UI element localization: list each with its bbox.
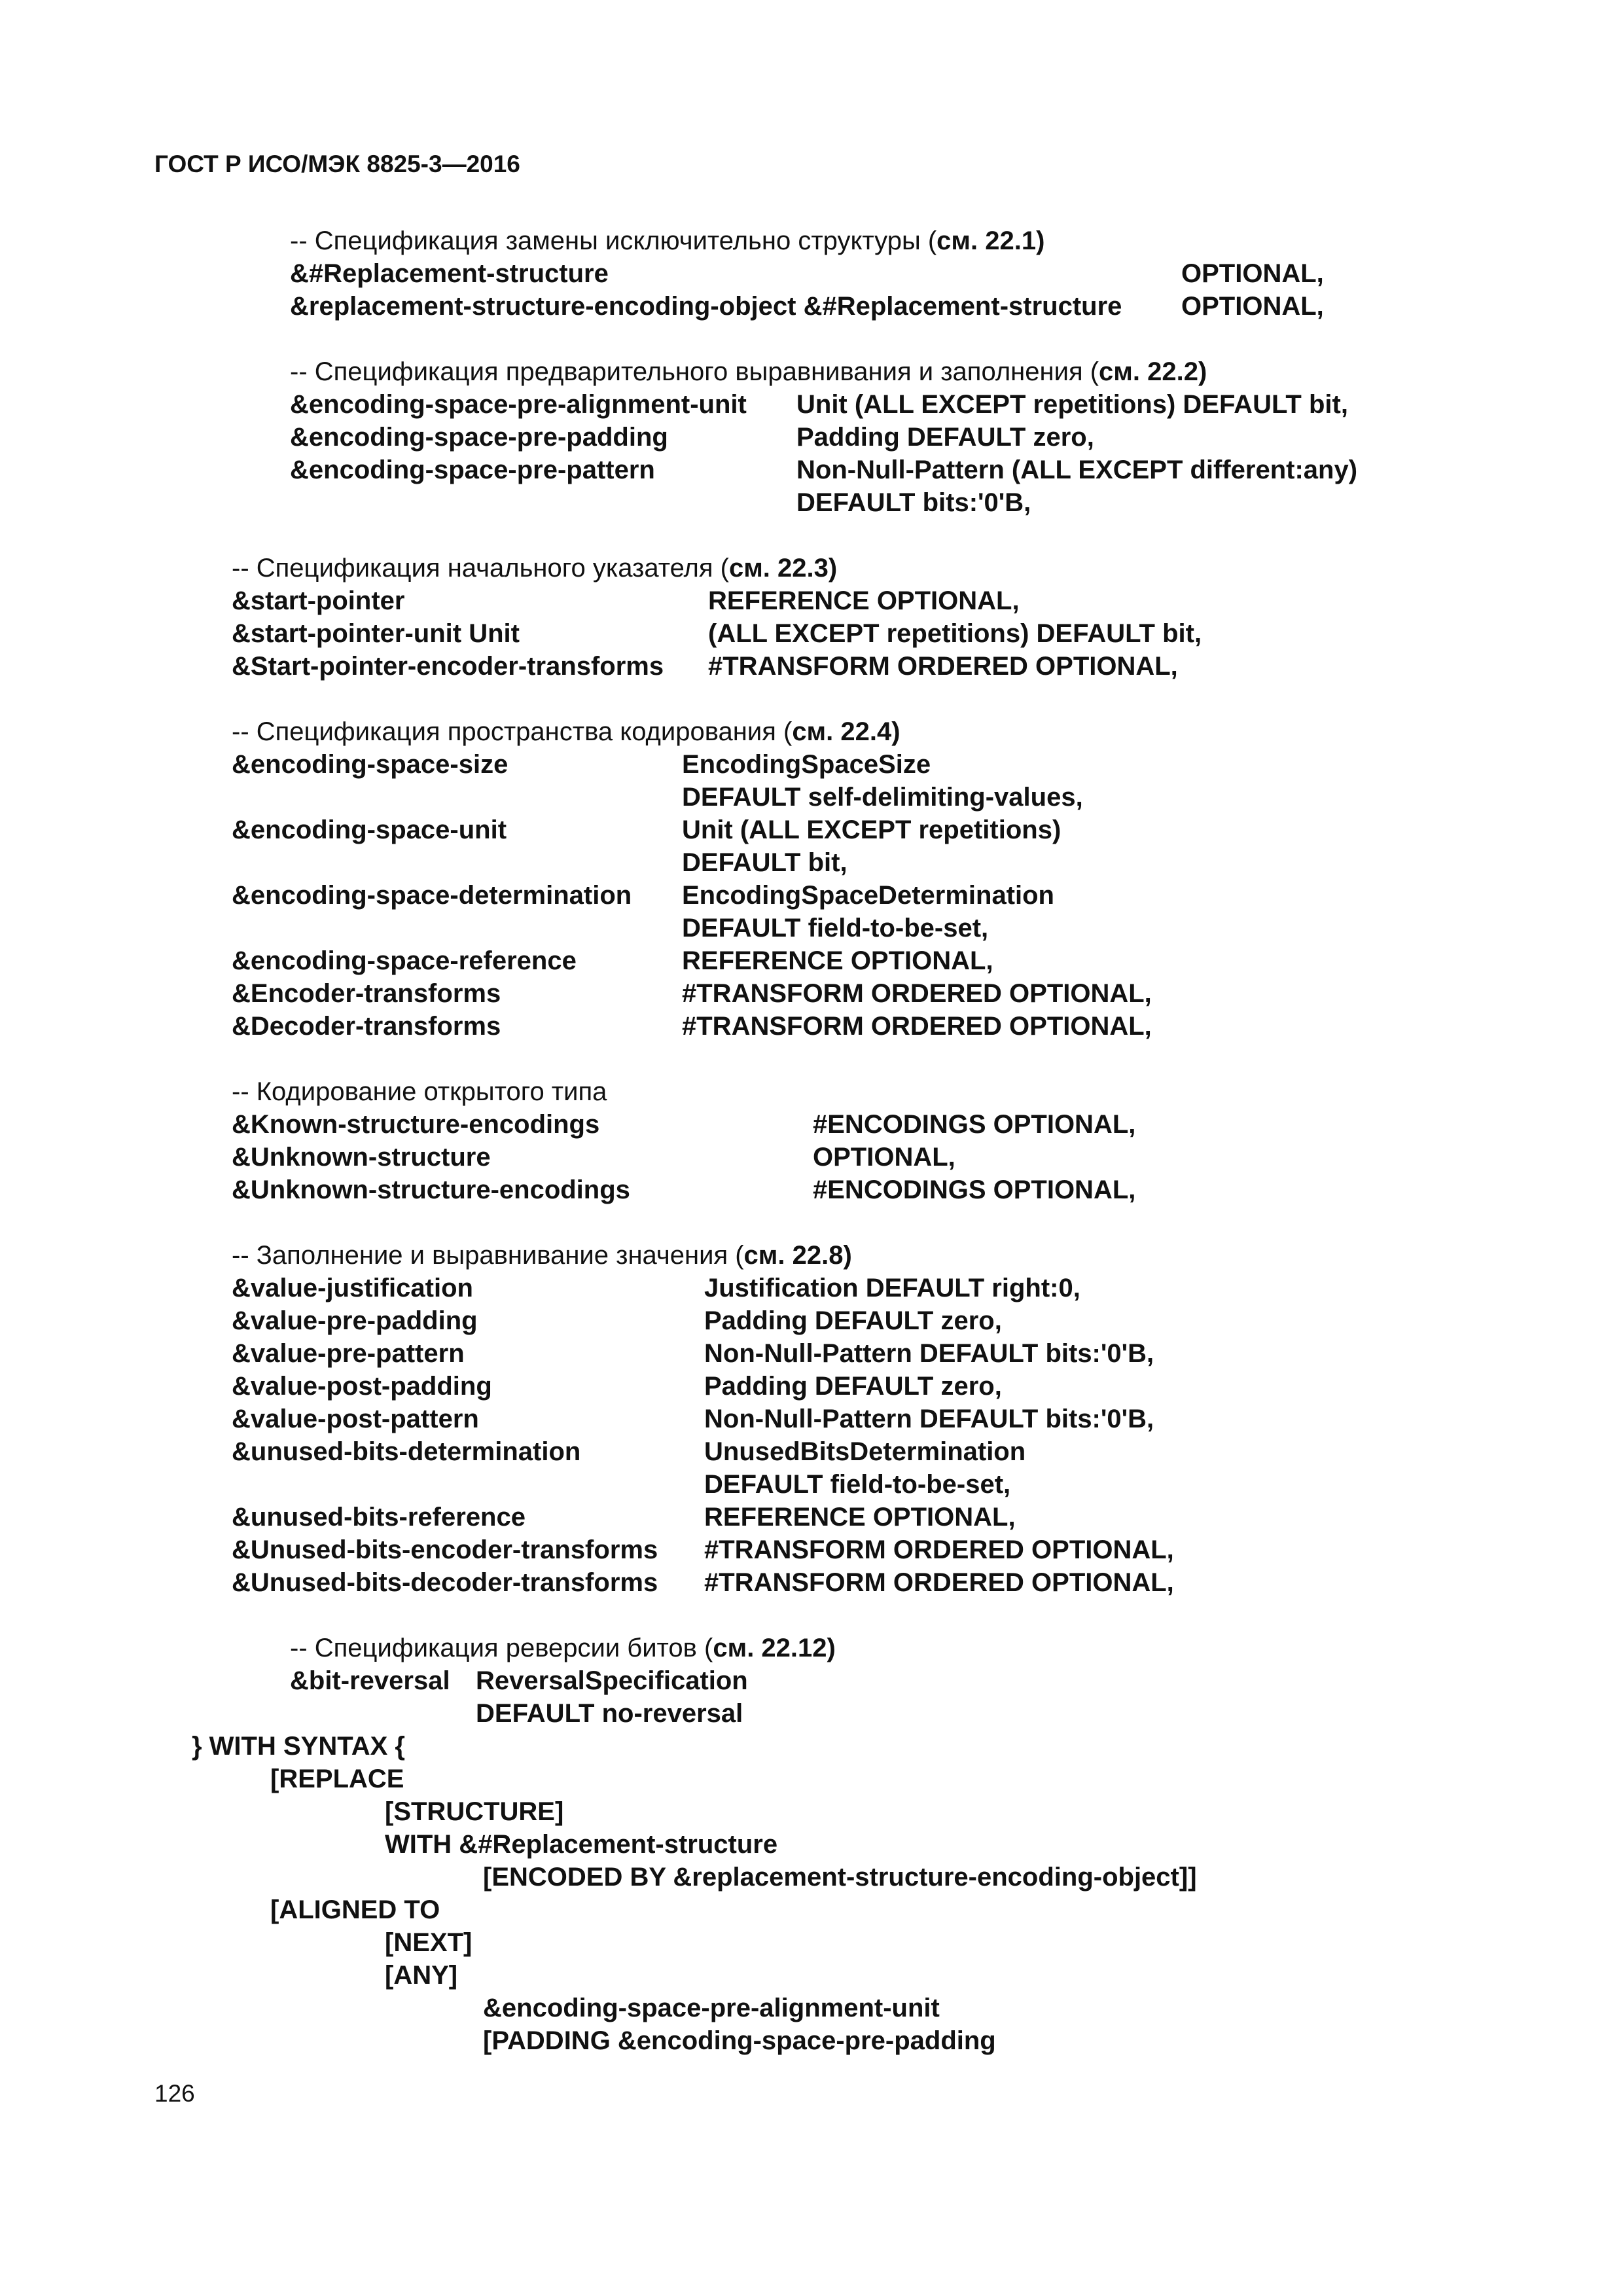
field-value: #TRANSFORM ORDERED OPTIONAL, xyxy=(682,979,1152,1008)
field-line xyxy=(232,1272,1410,1304)
syntax-line: [ALIGNED TO xyxy=(270,1895,440,1924)
field-name: &value-pre-padding xyxy=(232,1306,478,1335)
field-value: (ALL EXCEPT repetitions) DEFAULT bit, xyxy=(708,619,1202,648)
field-value: Unit (ALL EXCEPT repetitions) xyxy=(682,816,1061,844)
field-value: Non-Null-Pattern (ALL EXCEPT different:any) xyxy=(796,456,1358,484)
field-line xyxy=(290,1664,1402,1697)
field-line xyxy=(232,1174,1410,1206)
field-line xyxy=(290,1697,1402,1730)
field-name: &Start-pointer-encoder-transforms xyxy=(232,652,664,681)
field-name: &value-post-padding xyxy=(232,1372,492,1401)
field-line xyxy=(232,1010,1410,1043)
field-value: ReversalSpecification xyxy=(476,1666,748,1695)
field-name: &encoding-space-pre-alignment-unit xyxy=(290,390,747,419)
field-value: EncodingSpaceDetermination xyxy=(682,881,1054,910)
field-name: &value-pre-pattern xyxy=(232,1339,465,1368)
field-value: #TRANSFORM ORDERED OPTIONAL, xyxy=(682,1012,1152,1041)
field-line xyxy=(232,781,1410,814)
syntax-line: &encoding-space-pre-alignment-unit xyxy=(483,1994,940,2022)
field-value: Padding DEFAULT zero, xyxy=(796,423,1094,452)
page-number: 126 xyxy=(154,2080,195,2107)
comment-line xyxy=(232,1239,852,1272)
field-name: &#Replacement-structure xyxy=(290,259,609,288)
field-value: DEFAULT field-to-be-set, xyxy=(704,1470,1011,1499)
field-name: &encoding-space-unit xyxy=(232,816,507,844)
field-line xyxy=(232,584,1410,617)
field-name: &encoding-space-pre-padding xyxy=(290,423,668,452)
field-value: #ENCODINGS OPTIONAL, xyxy=(813,1175,1136,1204)
field-value: #TRANSFORM ORDERED OPTIONAL, xyxy=(708,652,1178,681)
field-name: &start-pointer xyxy=(232,586,405,615)
field-line xyxy=(232,1468,1410,1501)
field-line xyxy=(232,1501,1410,1534)
comment-line xyxy=(290,224,1044,257)
page-header: ГОСТ Р ИСО/МЭК 8825-3—2016 xyxy=(154,151,520,177)
syntax-line: [ENCODED BY &replacement-structure-encoding-object]] xyxy=(483,1863,1197,1892)
syntax-line: [PADDING &encoding-space-pre-padding xyxy=(483,2026,996,2055)
field-line xyxy=(232,617,1410,650)
section-ref: см. 22.12) xyxy=(713,1634,836,1662)
syntax-line: } WITH SYNTAX { xyxy=(192,1732,405,1761)
section-ref: см. 22.1) xyxy=(936,226,1045,255)
field-line xyxy=(290,257,1402,290)
field-line xyxy=(232,846,1410,879)
field-line xyxy=(290,388,1402,421)
field-name: &encoding-space-determination xyxy=(232,881,632,910)
field-value: Non-Null-Pattern DEFAULT bits:'0'B, xyxy=(704,1339,1154,1368)
field-line xyxy=(232,1141,1410,1174)
field-line xyxy=(232,912,1410,944)
field-line xyxy=(232,814,1410,846)
field-line xyxy=(232,1534,1410,1566)
field-name: &value-post-pattern xyxy=(232,1405,479,1433)
field-value: DEFAULT bits:'0'B, xyxy=(796,488,1031,517)
comment-line xyxy=(290,355,1207,388)
field-value: Unit (ALL EXCEPT repetitions) DEFAULT bit, xyxy=(796,390,1348,419)
field-name: &encoding-space-size xyxy=(232,750,508,779)
comment-text: -- Спецификация реверсии битов ( xyxy=(290,1634,713,1662)
field-name: &Known-structure-encodings xyxy=(232,1110,600,1139)
field-value: REFERENCE OPTIONAL, xyxy=(704,1503,1016,1532)
comment-text: -- Кодирование открытого типа xyxy=(232,1077,607,1106)
syntax-line: [NEXT] xyxy=(385,1928,473,1957)
syntax-line: [ANY] xyxy=(385,1961,458,1990)
field-value: DEFAULT self-delimiting-values, xyxy=(682,783,1083,812)
field-name: &Unknown-structure xyxy=(232,1143,491,1172)
field-line xyxy=(290,454,1402,486)
field-value: OPTIONAL, xyxy=(813,1143,955,1172)
field-line xyxy=(232,1566,1410,1599)
field-value: #TRANSFORM ORDERED OPTIONAL, xyxy=(704,1535,1174,1564)
comment-text: -- Спецификация пространства кодирования ( xyxy=(232,717,793,746)
field-name: &bit-reversal xyxy=(290,1666,450,1695)
field-line xyxy=(290,290,1402,323)
field-value: #ENCODINGS OPTIONAL, xyxy=(813,1110,1136,1139)
comment-text: -- Спецификация замены исключительно структуры ( xyxy=(290,226,937,255)
field-name: &Unknown-structure-encodings xyxy=(232,1175,630,1204)
field-value: #TRANSFORM ORDERED OPTIONAL, xyxy=(704,1568,1174,1597)
syntax-line: [STRUCTURE] xyxy=(385,1797,564,1826)
comment-line xyxy=(232,552,837,584)
field-line xyxy=(232,1403,1410,1435)
field-line xyxy=(232,977,1410,1010)
field-name: &value-justification xyxy=(232,1274,473,1302)
field-name: &encoding-space-reference xyxy=(232,946,577,975)
field-line xyxy=(232,944,1410,977)
comment-line xyxy=(232,1075,607,1108)
field-value: Non-Null-Pattern DEFAULT bits:'0'B, xyxy=(704,1405,1154,1433)
field-line xyxy=(232,879,1410,912)
field-name: &Unused-bits-encoder-transforms xyxy=(232,1535,658,1564)
field-line xyxy=(232,748,1410,781)
syntax-line: [REPLACE xyxy=(270,1765,404,1793)
field-line xyxy=(290,421,1402,454)
field-name: &Encoder-transforms xyxy=(232,979,501,1008)
field-name: &Decoder-transforms xyxy=(232,1012,501,1041)
comment-text: -- Спецификация начального указателя ( xyxy=(232,554,729,583)
field-line xyxy=(232,1370,1410,1403)
field-name: &encoding-space-pre-pattern xyxy=(290,456,655,484)
comment-line xyxy=(290,1632,836,1664)
field-value: Justification DEFAULT right:0, xyxy=(704,1274,1080,1302)
field-value: Padding DEFAULT zero, xyxy=(704,1306,1002,1335)
section-ref: см. 22.4) xyxy=(792,717,901,746)
field-name: &unused-bits-determination xyxy=(232,1437,581,1466)
syntax-line: WITH &#Replacement-structure xyxy=(385,1830,778,1859)
comment-line xyxy=(232,715,901,748)
field-value: DEFAULT bit, xyxy=(682,848,847,877)
field-value: OPTIONAL, xyxy=(1181,259,1324,288)
field-value: UnusedBitsDetermination xyxy=(704,1437,1026,1466)
field-line xyxy=(290,486,1402,519)
comment-text: -- Заполнение и выравнивание значения ( xyxy=(232,1241,744,1270)
field-name: &unused-bits-reference xyxy=(232,1503,526,1532)
field-value: Padding DEFAULT zero, xyxy=(704,1372,1002,1401)
field-value: REFERENCE OPTIONAL, xyxy=(682,946,993,975)
field-value: EncodingSpaceSize xyxy=(682,750,931,779)
field-line xyxy=(232,1337,1410,1370)
section-ref: см. 22.8) xyxy=(743,1241,852,1270)
field-value: DEFAULT no-reversal xyxy=(476,1699,743,1728)
field-line xyxy=(232,1435,1410,1468)
field-value: OPTIONAL, xyxy=(1181,292,1324,321)
field-value: REFERENCE OPTIONAL, xyxy=(708,586,1020,615)
field-name: &start-pointer-unit Unit xyxy=(232,619,520,648)
field-name: &replacement-structure-encoding-object &#Replacement-structure xyxy=(290,292,1122,321)
field-name: &Unused-bits-decoder-transforms xyxy=(232,1568,658,1597)
field-value: DEFAULT field-to-be-set, xyxy=(682,914,989,942)
field-line xyxy=(232,650,1410,683)
field-line xyxy=(232,1304,1410,1337)
section-ref: см. 22.2) xyxy=(1099,357,1207,386)
section-ref: см. 22.3) xyxy=(728,554,838,583)
comment-text: -- Спецификация предварительного выравнивания и заполнения ( xyxy=(290,357,1099,386)
field-line xyxy=(232,1108,1410,1141)
